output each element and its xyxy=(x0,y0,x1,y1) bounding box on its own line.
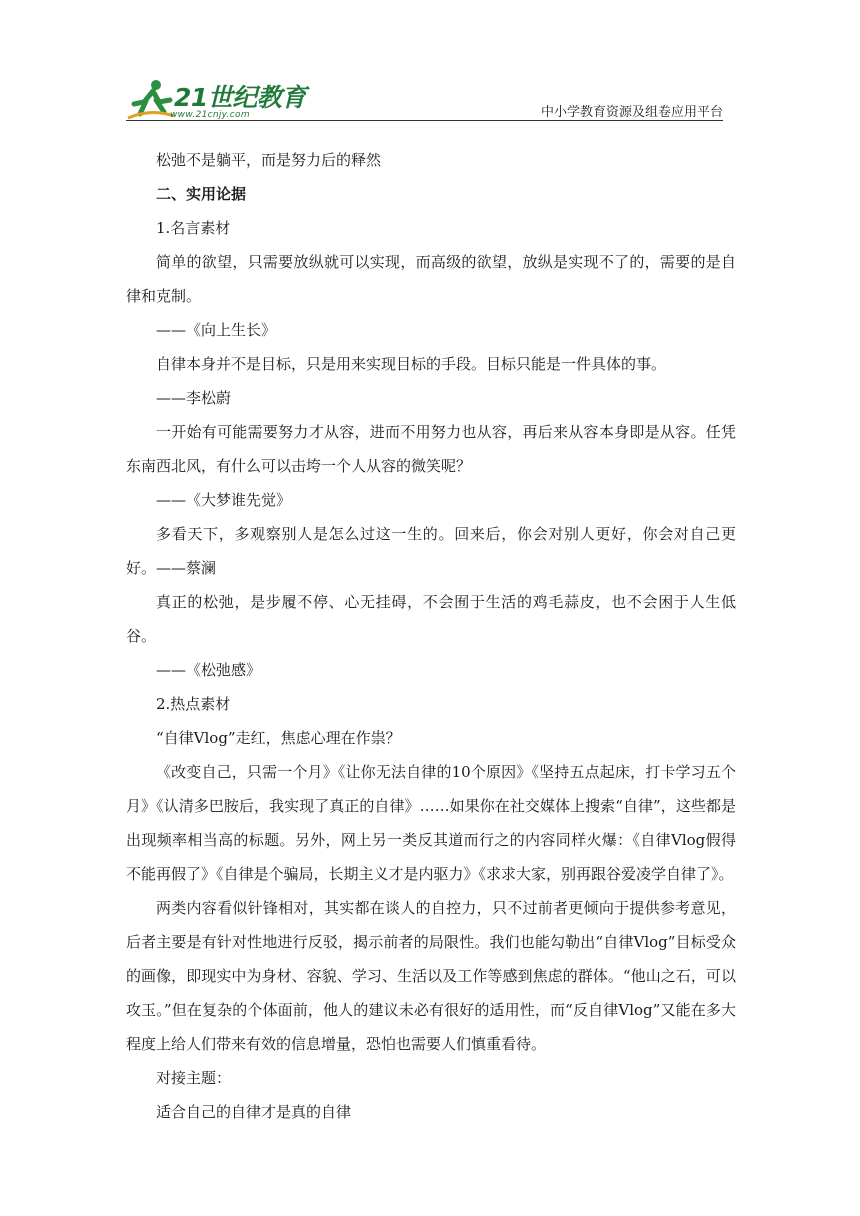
paragraph: 松弛不是躺平，而是努力后的释然 xyxy=(156,151,382,169)
quote: 多看天下，多观察别人是怎么过这一生的。回来后，你会对别人更好，你会对自己更好。——蔡澜 xyxy=(126,525,736,577)
paragraph: 《改变自己，只需一个月》《让你无法自律的10个原因》《坚持五点起床，打卡学习五个月》《认清多巴胺后，我实现了真正的自律》……如果你在社交媒体上搜索“自律”，这些都是出现频率相当高的标题。另外，网上另一类反其道而行之的内容同样火爆：《自律Vlog假得不能再假了》《自律是个骗局，长期主义才是内驱力》《求求大家，别再跟谷爱凌学自律了》。 xyxy=(126,763,736,883)
quote-source: ——《大梦谁先觉》 xyxy=(156,491,292,509)
quote: 简单的欲望，只需要放纵就可以实现，而高级的欲望，放纵是实现不了的，需要的是自律和克制。 xyxy=(126,253,736,305)
running-person-icon xyxy=(126,78,176,122)
paragraph: 两类内容看似针锋相对，其实都在谈人的自控力，只不过前者更倾向于提供参考意见，后者主要是有针对性地进行反驳，揭示前者的局限性。我们也能勾勒出“自律Vlog”目标受众的画像，即现实中为身材、容貌、学习、生活以及工作等感到焦虑的群体。“他山之石，可以攻玉。”但在复杂的个体面前，他人的建议未必有很好的适用性，而“反自律Vlog”又能在多大程度上给人们带来有效的信息增量，恐怕也需要人们慎重看待。 xyxy=(126,899,736,1053)
quote: 自律本身并不是目标，只是用来实现目标的手段。目标只能是一件具体的事。 xyxy=(156,355,667,373)
quote: 真正的松弛，是步履不停、心无挂碍，不会囿于生活的鸡毛蒜皮，也不会困于人生低谷。 xyxy=(126,593,736,645)
page-header xyxy=(0,0,860,125)
platform-tagline: 中小学教育资源及组卷应用平台 xyxy=(540,105,723,120)
topic-title: “自律Vlog”走红，焦虑心理在作祟？ xyxy=(156,729,401,747)
quote-source: ——李松蔚 xyxy=(156,389,232,407)
quote: 一开始有可能需要努力才从容，进而不用努力也从容，再后来从容本身即是从容。任凭东南西北风，有什么可以击垮一个人从容的微笑呢？ xyxy=(126,423,736,475)
subsection-heading: 1.名言素材 xyxy=(156,219,231,237)
quote-source: ——《向上生长》 xyxy=(156,321,277,339)
quote-source: ——《松弛感》 xyxy=(156,661,262,679)
document-body xyxy=(126,143,736,1129)
subsection-heading: 2.热点素材 xyxy=(156,695,231,713)
logo-url: www.21cnjy.com xyxy=(170,110,250,120)
site-logo[interactable] xyxy=(126,78,306,124)
paragraph: 适合自己的自律才是真的自律 xyxy=(156,1103,352,1121)
header-divider xyxy=(126,120,723,121)
paragraph: 对接主题： xyxy=(156,1069,232,1087)
logo-text: 21世纪教育 xyxy=(174,83,306,112)
section-heading: 二、实用论据 xyxy=(156,185,247,203)
